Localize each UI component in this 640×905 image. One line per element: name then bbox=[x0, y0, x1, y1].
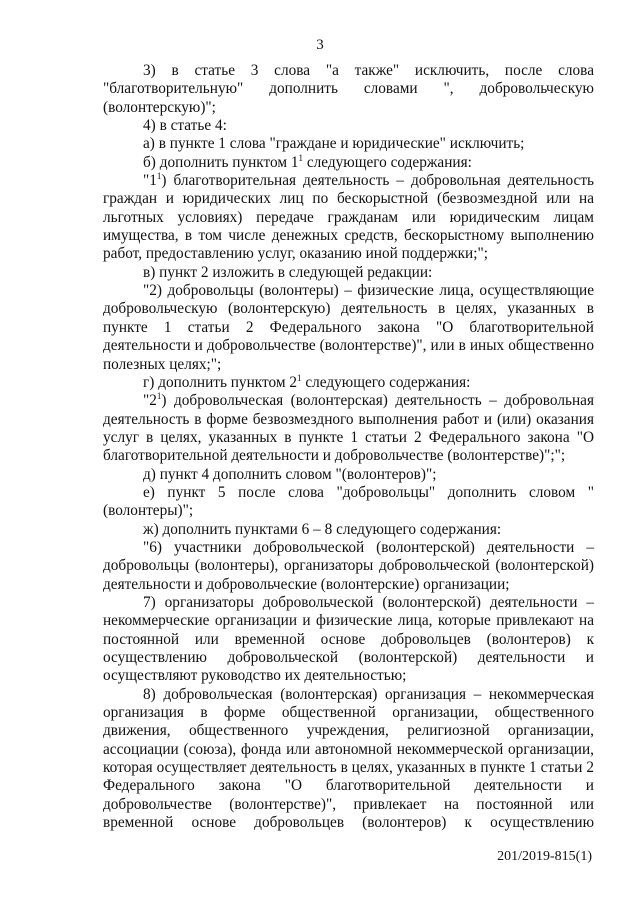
superscript: 1 bbox=[156, 391, 162, 402]
page-number: 3 bbox=[316, 37, 324, 53]
paragraph-article-4: 4) в статье 4: bbox=[143, 117, 227, 135]
document-code: 201/2019-815(1) bbox=[497, 849, 592, 864]
paragraph-point-2-1: "$2^1$) добровольческая (волонтерская) деятельность – добровольная деятельность в форме безвозмездного выполнения работ и (или) оказания услуг в целях, указанных в пункте 1 статьи 2 Федерального закона "О благотворительной деятельности и добровольчестве (волонтерстве)";"; bbox=[103, 391, 594, 465]
superscript: 1 bbox=[297, 372, 302, 383]
paragraph-item-b: б) дополнить пунктом $1^1$ следующего содержания: bbox=[143, 152, 472, 171]
superscript: 1 bbox=[298, 152, 304, 163]
paragraph-point-7: 7) организаторы добровольческой (волонтерской) деятельности – некоммерческие организации и физические лица, которые привлекают на постоянной или временной основе добровольцев (волонтеров) к осуществлению добровольческой (волонтерской) деятельности и осуществляют руководство их деятельностью; bbox=[103, 593, 594, 685]
paragraph-item-e: е) пункт 5 после слова "добровольцы" дополнить словом "(волонтеры)"; bbox=[103, 483, 594, 520]
document-body bbox=[103, 62, 594, 832]
paragraph-item-zh: ж) дополнить пунктами 6 – 8 следующего содержания: bbox=[143, 520, 502, 538]
paragraph-point-8: 8) добровольческая (волонтерская) организация – некоммерческая организация в форме общественной организации, общественного движения, общественного учреждения, религиозной организации, ассоциации (союза), фонда или автономной некоммерческой организации, которая осуществляет деятельность в целях, указанных в пункте 1 статьи 2 Федерального закона "О благотворительной деятельности и добровольчестве (волонтерстве)", привлекает на постоянной или временной основе добровольцев (волонтеров) к осуществлению bbox=[103, 685, 594, 832]
paragraph-point-2: "2) добровольцы (волонтеры) – физические лица, осуществляющие добровольческую (волонтерскую) деятельность в целях, указанных в пункте 1 статьи 2 Федерального закона "О благотворительной деятельности и добровольчестве (волонтерстве)", или в иных общественно полезных целях;"; bbox=[103, 282, 594, 373]
paragraph-item-d: д) пункт 4 дополнить словом "(волонтеров)"; bbox=[143, 465, 437, 483]
paragraph-point-6: "6) участники добровольческой (волонтерской) деятельности – добровольцы (волонтеры), организаторы добровольческой (волонтерской) деятельности и добровольческие (волонтерские) организации; bbox=[103, 538, 594, 593]
paragraph-item-v: в) пункт 2 изложить в следующей редакции: bbox=[143, 263, 433, 281]
paragraph-item-g: г) дополнить пунктом $2^1$ следующего содержания: bbox=[143, 372, 471, 391]
paragraph-point-1-1: "$1^1$) благотворительная деятельность – добровольная деятельность граждан и юридических лиц по бескорыстной (безвозмездной или на льготных условиях) передаче гражданам или юридическим лицам имущества, в том числе денежных средств, бескорыстному выполнению работ, предоставлению услуг, оказанию иной поддержки;"; bbox=[103, 171, 594, 263]
superscript: 1 bbox=[156, 171, 162, 182]
paragraph-article-3: 3) в статье 3 слова "а также" исключить, после слова "благотворительную" дополнить словами ", добровольческую (волонтерскую)"; bbox=[103, 62, 594, 116]
paragraph-item-a: а) в пункте 1 слова "граждане и юридические" исключить; bbox=[143, 135, 525, 153]
